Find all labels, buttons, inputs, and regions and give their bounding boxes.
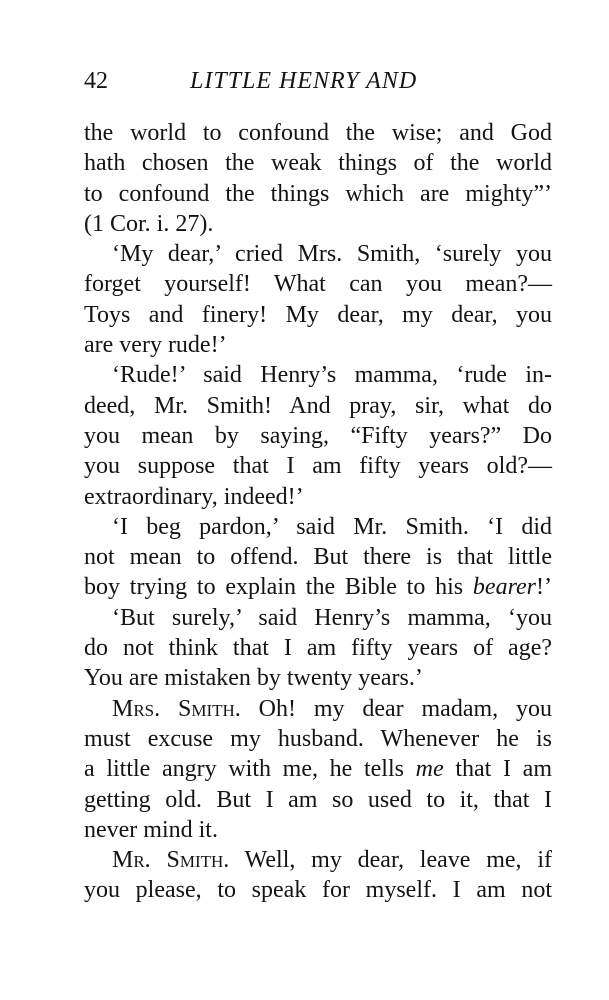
text-line: ‘But surely,’ said Henry’s mamma, ‘you xyxy=(112,604,552,631)
text-line: deed, Mr. Smith! And pray, sir, what do xyxy=(84,392,552,419)
text-segment: a little angry with me, he tells xyxy=(84,756,416,783)
text-segment: Well, my dear, leave me, if xyxy=(229,847,552,874)
text-line: do not think that I am fifty years of age? xyxy=(84,635,552,662)
text-line: forget yourself! What can you mean?— xyxy=(84,271,552,298)
text-line xyxy=(84,572,552,602)
text-line: hath chosen the weak things of the world xyxy=(84,150,552,177)
text-line: you please, to speak for myself. I am not xyxy=(84,877,552,904)
text-line: you mean by saying, “Fifty years?” Do xyxy=(84,422,552,449)
speaker-name: Mrs. Smith. xyxy=(112,695,241,722)
text-line: ‘I beg pardon,’ said Mr. Smith. ‘I did xyxy=(112,513,552,540)
italic-emphasis: me xyxy=(415,756,444,783)
text-line: ‘My dear,’ cried Mrs. Smith, ‘surely you xyxy=(112,241,552,268)
page-header xyxy=(84,68,554,106)
italic-emphasis: bearer xyxy=(472,574,537,601)
text-line xyxy=(84,754,552,784)
page-number: 42 xyxy=(84,68,108,94)
text-line xyxy=(84,845,552,875)
speaker-name: Mr. Smith. xyxy=(112,847,230,874)
text-line: You are mistaken by twenty years.’ xyxy=(84,665,423,692)
text-line: must excuse my husband. Whenever he is xyxy=(84,725,552,752)
text-segment: that I am xyxy=(443,756,552,783)
text-line: Toys and finery! My dear, my dear, you xyxy=(84,301,552,328)
text-line: you suppose that I am fifty years old?— xyxy=(84,453,552,480)
text-line: are very rude!’ xyxy=(84,332,227,359)
text-line: not mean to offend. But there is that little xyxy=(84,544,552,571)
text-line: to confound the things which are mighty”’ xyxy=(84,180,552,207)
text-segment: !’ xyxy=(536,574,552,601)
running-title: LITTLE HENRY AND xyxy=(190,68,418,94)
text-line: ‘Rude!’ said Henry’s mamma, ‘rude in- xyxy=(112,362,552,389)
text-line xyxy=(84,694,552,724)
text-line: getting old. But I am so used to it, that I xyxy=(84,786,552,813)
text-line: extraordinary, indeed!’ xyxy=(84,483,304,510)
text-line: the world to confound the wise; and God xyxy=(84,120,552,146)
text-line: (1 Cor. i. 27). xyxy=(84,210,214,237)
text-segment: Oh! my dear madam, you xyxy=(240,695,552,722)
text-line: never mind it. xyxy=(84,816,218,843)
page-body-text xyxy=(84,118,552,906)
text-segment: boy trying to explain the Bible to his xyxy=(84,574,473,601)
